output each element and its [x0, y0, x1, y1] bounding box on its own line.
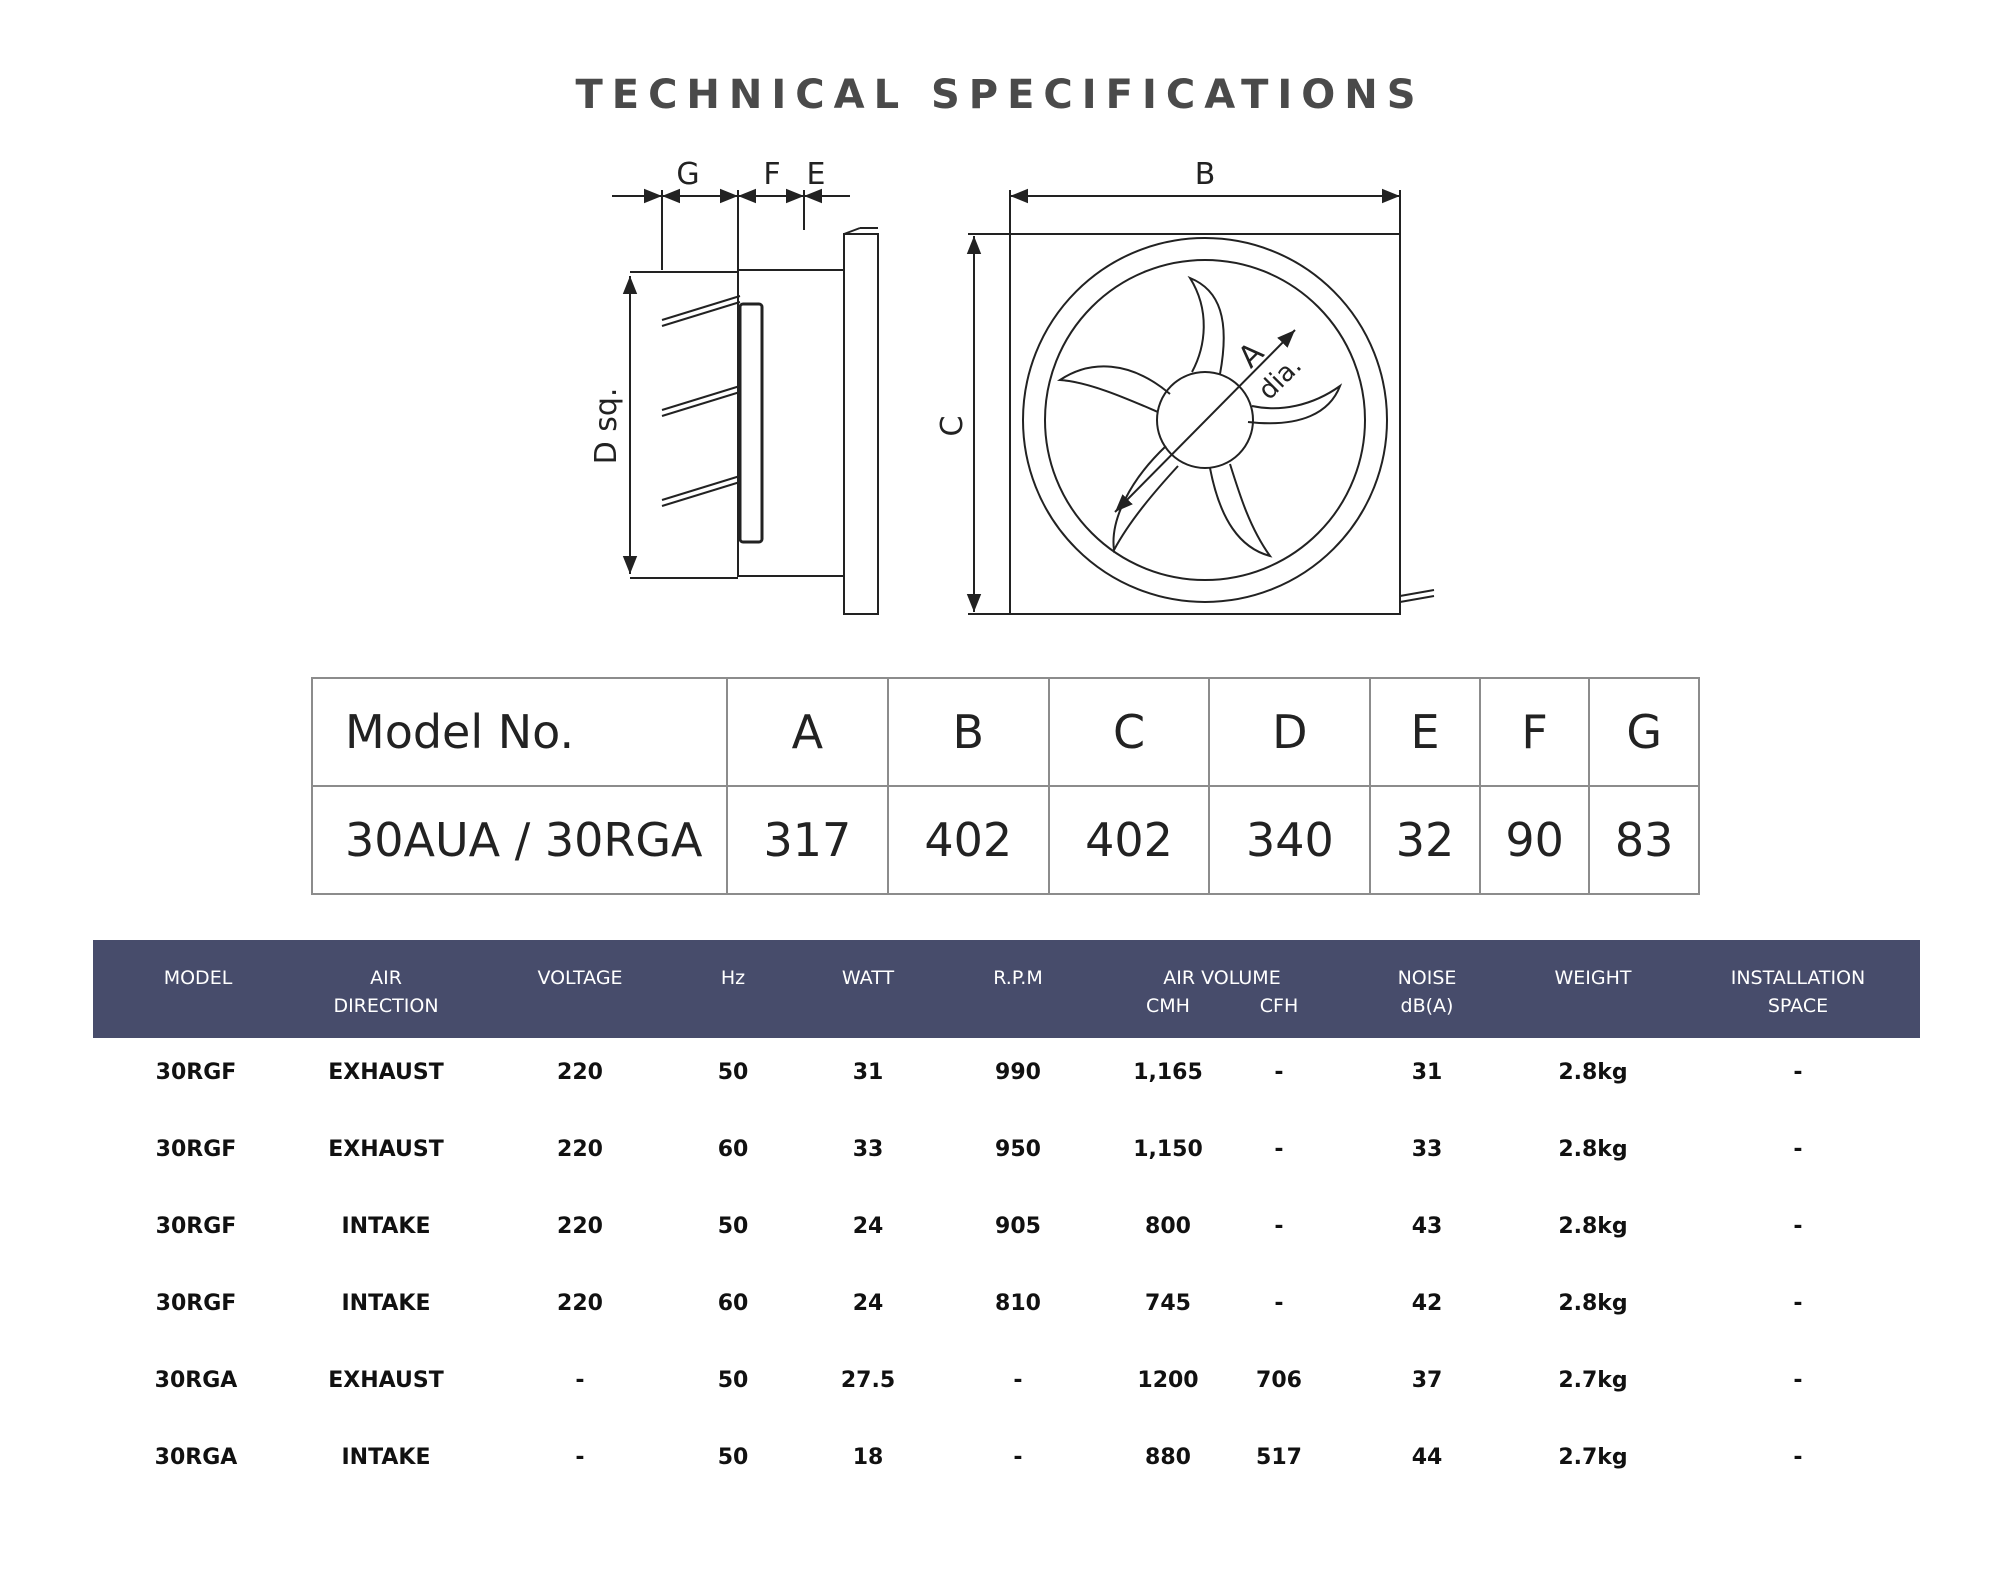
label-dia: dia.: [1252, 350, 1308, 406]
header-air-volume: AIR VOLUME: [1163, 967, 1281, 989]
cell-air-direction: INTAKE: [341, 1214, 431, 1239]
header-cell: F: [1480, 678, 1590, 786]
cell-hz: 50: [717, 1445, 749, 1470]
header-hz: Hz: [720, 967, 746, 989]
label-g: G: [676, 157, 700, 192]
spec-table-header: [93, 940, 1920, 1038]
header-cell: D: [1209, 678, 1370, 786]
cell-voltage: 220: [557, 1137, 603, 1162]
cell-noise: 31: [1411, 1060, 1443, 1085]
cell-installation-space: -: [1793, 1137, 1803, 1162]
cell-cfh: -: [1274, 1291, 1284, 1316]
cell-watt: 33: [852, 1137, 884, 1162]
label-d: D sq.: [589, 387, 624, 465]
header-cell: B: [888, 678, 1049, 786]
cell-rpm: -: [1013, 1368, 1023, 1393]
cell-rpm: 905: [995, 1214, 1041, 1239]
header-model: MODEL: [163, 967, 233, 989]
table-row: [0, 1137, 2000, 1177]
cell-hz: 50: [717, 1214, 749, 1239]
cell-noise: 43: [1411, 1214, 1443, 1239]
cell-watt: 31: [852, 1060, 884, 1085]
cell-noise: 37: [1411, 1368, 1443, 1393]
cell-cmh: 880: [1145, 1445, 1191, 1470]
cell-voltage: 220: [557, 1291, 603, 1316]
cell-hz: 50: [717, 1368, 749, 1393]
cell-weight: 2.7kg: [1558, 1445, 1628, 1470]
header-cell: E: [1370, 678, 1480, 786]
table-row: [0, 1060, 2000, 1100]
cell-hz: 60: [717, 1291, 749, 1316]
header-cmh: CMH: [1146, 995, 1190, 1017]
cell-noise: 42: [1411, 1291, 1443, 1316]
fan-dimension-diagram: [570, 150, 1450, 630]
cell-noise: 33: [1411, 1137, 1443, 1162]
cell-weight: 2.8kg: [1558, 1137, 1628, 1162]
cell-cmh: 745: [1145, 1291, 1191, 1316]
cell-cfh: -: [1274, 1214, 1284, 1239]
table-cell: 90: [1480, 786, 1590, 894]
table-cell: 83: [1589, 786, 1699, 894]
cell-model: 30RGF: [155, 1060, 237, 1085]
cell-cfh: 517: [1256, 1445, 1302, 1470]
cell-cfh: -: [1274, 1137, 1284, 1162]
cell-weight: 2.8kg: [1558, 1060, 1628, 1085]
table-cell: 340: [1209, 786, 1370, 894]
cell-model: 30RGF: [155, 1291, 237, 1316]
cell-watt: 24: [852, 1214, 884, 1239]
cell-voltage: 220: [557, 1214, 603, 1239]
cell-installation-space: -: [1793, 1445, 1803, 1470]
cell-rpm: 990: [995, 1060, 1041, 1085]
cell-air-direction: EXHAUST: [328, 1137, 444, 1162]
cell-rpm: 810: [995, 1291, 1041, 1316]
header-cell: G: [1589, 678, 1699, 786]
cell-model: 30RGF: [155, 1137, 237, 1162]
cell-cfh: -: [1274, 1060, 1284, 1085]
header-rpm: R.P.M: [993, 967, 1043, 989]
label-f: F: [763, 157, 781, 192]
cell-weight: 2.7kg: [1558, 1368, 1628, 1393]
cell-rpm: 950: [995, 1137, 1041, 1162]
header-watt: WATT: [841, 967, 895, 989]
cell-weight: 2.8kg: [1558, 1214, 1628, 1239]
header-installation-space: INSTALLATION SPACE: [1730, 967, 1866, 1017]
cell-air-direction: EXHAUST: [328, 1060, 444, 1085]
header-air-direction: AIR DIRECTION: [333, 967, 439, 1017]
dimension-table-row: [312, 786, 1699, 894]
dimension-table: [311, 677, 1700, 895]
cell-voltage: -: [575, 1445, 585, 1470]
table-row: [0, 1368, 2000, 1408]
cell-model: 30RGA: [154, 1445, 238, 1470]
dimension-table-header: [312, 678, 1699, 786]
cell-air-direction: INTAKE: [341, 1291, 431, 1316]
header-voltage: VOLTAGE: [537, 967, 623, 989]
cell-watt: 24: [852, 1291, 884, 1316]
table-cell: 32: [1370, 786, 1480, 894]
cell-cmh: 1,150: [1133, 1137, 1203, 1162]
cell-weight: 2.8kg: [1558, 1291, 1628, 1316]
cell-cfh: 706: [1256, 1368, 1302, 1393]
header-noise: NOISE dB(A): [1397, 967, 1457, 1017]
table-cell: 402: [1049, 786, 1210, 894]
table-row: [0, 1445, 2000, 1485]
table-cell: 317: [727, 786, 888, 894]
label-b: B: [1194, 157, 1216, 192]
cell-hz: 50: [717, 1060, 749, 1085]
header-cell: Model No.: [312, 678, 727, 786]
cell-installation-space: -: [1793, 1060, 1803, 1085]
cell-installation-space: -: [1793, 1214, 1803, 1239]
header-cfh: CFH: [1259, 995, 1299, 1017]
table-row: [0, 1291, 2000, 1331]
table-cell: 30AUA / 30RGA: [312, 786, 727, 894]
cell-model: 30RGA: [154, 1368, 238, 1393]
header-cell: A: [727, 678, 888, 786]
cell-watt: 27.5: [840, 1368, 896, 1393]
header-cell: C: [1049, 678, 1210, 786]
cell-hz: 60: [717, 1137, 749, 1162]
cell-air-direction: EXHAUST: [328, 1368, 444, 1393]
table-cell: 402: [888, 786, 1049, 894]
table-row: [0, 1214, 2000, 1254]
cell-noise: 44: [1411, 1445, 1443, 1470]
cell-cmh: 1200: [1137, 1368, 1199, 1393]
cell-cmh: 800: [1145, 1214, 1191, 1239]
cell-model: 30RGF: [155, 1214, 237, 1239]
page-title: TECHNICAL SPECIFICATIONS: [575, 72, 1425, 118]
cell-air-direction: INTAKE: [341, 1445, 431, 1470]
cell-installation-space: -: [1793, 1368, 1803, 1393]
cell-voltage: -: [575, 1368, 585, 1393]
cell-voltage: 220: [557, 1060, 603, 1085]
label-e: E: [806, 157, 826, 192]
cell-watt: 18: [852, 1445, 884, 1470]
header-weight: WEIGHT: [1554, 967, 1632, 989]
label-a: A: [1231, 335, 1271, 375]
label-c: C: [935, 415, 970, 437]
cell-rpm: -: [1013, 1445, 1023, 1470]
cell-installation-space: -: [1793, 1291, 1803, 1316]
cell-cmh: 1,165: [1133, 1060, 1203, 1085]
